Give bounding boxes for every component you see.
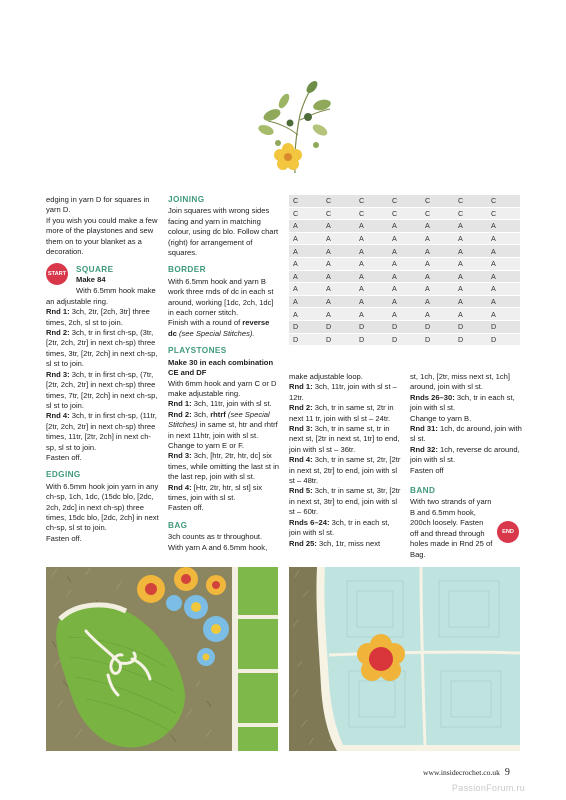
chart-cell: A	[388, 308, 421, 321]
bag-rnd-2: Rnd 2: 3ch, tr in same st, 2tr in next 11 tr, join with sl st – 24tr.	[289, 403, 394, 423]
bag-rnds-26-30: Rnds 26–30: 3ch, tr in each st, join with sl st.	[410, 392, 515, 413]
chart-cell: D	[388, 320, 421, 333]
chart-cell: A	[421, 245, 454, 258]
chart-cell: C	[487, 207, 520, 220]
chart-cell: D	[388, 333, 421, 346]
playstones-text: With 6mm hook and yarn C or D make adjustable ring.	[168, 378, 277, 398]
chart-cell: A	[289, 257, 322, 270]
chart-cell: A	[322, 257, 355, 270]
chart-cell: A	[388, 257, 421, 270]
chart-cell: A	[421, 270, 454, 283]
bag-rnd-31: Rnd 31: 1ch, dc around, join with sl st.	[410, 424, 522, 444]
square-make: Make 84	[76, 275, 106, 285]
border-finish: Finish with a round of reverse dc (see Special Stitches).	[168, 318, 270, 338]
bag-change-yarn: Change to yarn B.	[410, 413, 472, 423]
end-badge: END	[497, 521, 519, 543]
edging-text: With 6.5mm hook join yarn in any ch-sp, 1ch, 1dc, (15dc blo, [2dc, 2ch, 2dc] in next ch-sp) three times, 15dc blo, [2dc, 2ch] in next ch-sp, sl st to join.	[46, 481, 159, 533]
bag-photo	[46, 567, 278, 751]
chart-cell: C	[289, 195, 322, 207]
chart-row	[289, 245, 520, 258]
chart-cell: C	[355, 195, 388, 207]
chart-cell: C	[388, 195, 421, 207]
chart-cell: A	[355, 245, 388, 258]
chart-cell: A	[355, 270, 388, 283]
playstones-heading: PLAYSTONES	[168, 346, 227, 356]
chart-cell: A	[355, 308, 388, 321]
watermark: PassionForum.ru	[452, 783, 526, 793]
playstones-make: Make 30 in each combination CE and DF	[168, 357, 274, 378]
chart-cell: D	[355, 320, 388, 333]
playstones-rnd-1: Rnd 1: 3ch, 11tr, join with sl st.	[168, 399, 272, 409]
chart-cell: A	[322, 245, 355, 258]
band-heading: BAND	[410, 486, 436, 496]
square-make-text: With 6.5mm hook make an adjustable ring.	[46, 286, 156, 306]
chart-cell: A	[322, 232, 355, 245]
chart-cell: C	[487, 195, 520, 207]
chart-cell: A	[421, 220, 454, 233]
chart-cell: A	[487, 245, 520, 258]
flower-illustration	[250, 75, 340, 175]
chart-cell: A	[289, 295, 322, 308]
chart-cell: A	[388, 232, 421, 245]
chart-cell: A	[421, 257, 454, 270]
chart-cell: A	[355, 257, 388, 270]
chart-cell: A	[355, 232, 388, 245]
start-badge: START	[46, 263, 68, 285]
column-2	[168, 195, 280, 553]
bag-rnd-25: Rnd 25: 3ch, 1tr, miss next	[289, 538, 381, 548]
column-1	[46, 195, 159, 544]
chart-cell: D	[289, 320, 322, 333]
bag-text-2: With yarn A and 6.5mm hook,	[168, 542, 268, 552]
chart-cell: D	[454, 333, 487, 346]
band-text: With two strands of yarn B and 6.5mm hook, 200ch loosely. Fasten off and thread through holes made in Rnd 25 of Bag.	[410, 497, 493, 559]
chart-cell: D	[454, 320, 487, 333]
intro-text-2: If you wish you could make a few more of the playstones and sew them on to your blanket as a decoration.	[46, 215, 158, 257]
chart-cell: A	[454, 270, 487, 283]
chart-cell: A	[454, 295, 487, 308]
bag-fasten: Fasten off	[410, 465, 444, 475]
edging-fasten: Fasten off.	[46, 533, 82, 543]
chart-cell: A	[487, 295, 520, 308]
chart-cell: D	[421, 333, 454, 346]
chart-cell: A	[289, 232, 322, 245]
chart-cell: A	[289, 245, 322, 258]
bag-rnd-4: Rnd 4: 3ch, tr in same st, 2tr, [2tr in next st, 2tr] to end, join with sl st – 48tr.	[289, 455, 401, 486]
chart-cell: A	[487, 220, 520, 233]
chart-row	[289, 257, 520, 270]
bag-rnd-1: Rnd 1: 3ch, 11tr, join with sl st – 12tr.	[289, 382, 397, 402]
chart-row	[289, 320, 520, 333]
chart-row	[289, 295, 520, 308]
chart-cell: A	[487, 270, 520, 283]
chart-cell: A	[487, 283, 520, 296]
square-arrangement-chart	[289, 195, 520, 346]
bag-text-1: 3ch counts as tr throughout.	[168, 532, 263, 542]
chart-cell: D	[289, 333, 322, 346]
chart-cell: C	[421, 195, 454, 207]
chart-cell: A	[421, 283, 454, 296]
playstones-rnd-4: Rnd 4: [Htr, 2tr, htr, sl st] six times, join with sl st.	[168, 482, 263, 502]
chart-cell: A	[487, 308, 520, 321]
chart-cell: A	[388, 270, 421, 283]
bag-rnd-3: Rnd 3: 3ch, tr in same st, tr in next st, [2tr in next st, 1tr] to end, join with sl st – 36tr.	[289, 424, 400, 454]
chart-row	[289, 195, 520, 207]
chart-row	[289, 207, 520, 220]
chart-cell: A	[388, 283, 421, 296]
edging-heading: EDGING	[46, 470, 81, 480]
bag-rnd-25-cont: st, 1ch, [2tr, miss next st, 1ch] around, join with sl st.	[410, 372, 511, 392]
chart-cell: A	[487, 257, 520, 270]
chart-row	[289, 283, 520, 296]
chart-cell: A	[322, 283, 355, 296]
bag-rnds-6-24: Rnds 6–24: 3ch, tr in each st, join with sl st.	[289, 517, 390, 538]
chart-cell: A	[454, 245, 487, 258]
square-rnd-3: Rnd 3: 3ch, tr in first ch-sp, (7tr, [2tr, 2ch, 2tr] in next ch-sp) three times, 7tr, [2tr, 2ch] in next ch-sp, sl st to join.	[46, 369, 158, 410]
chart-row	[289, 270, 520, 283]
chart-cell: A	[289, 220, 322, 233]
chart-cell: C	[289, 207, 322, 220]
chart-cell: A	[487, 232, 520, 245]
border-heading: BORDER	[168, 265, 206, 275]
joining-text: Join squares with wrong sides facing and yarn in matching colour, using dc blo. Follow chart (right) for arrangement of squares.	[168, 206, 279, 258]
playstones-rnd-2: Rnd 2: 3ch, rhtrf (see Special Stitches) in same st, htr and rhtrf in next 11htr, join with sl st. Change to yarn E or F.	[168, 409, 278, 450]
page-number: 9	[504, 767, 510, 778]
bag-heading: BAG	[168, 520, 188, 530]
chart-cell: C	[322, 207, 355, 220]
chart-cell: A	[322, 270, 355, 283]
chart-cell: C	[454, 207, 487, 220]
chart-cell: A	[322, 308, 355, 321]
chart-cell: A	[355, 220, 388, 233]
blanket-photo	[289, 567, 520, 751]
chart-cell: A	[421, 308, 454, 321]
square-rnd-2: Rnd 2: 3ch, tr in first ch-sp, (3tr, [2tr, 2ch, 2tr] in next ch-sp) three times, 3tr, [2tr, 2ch] in next ch-sp, sl st to join.	[46, 328, 158, 369]
chart-cell: C	[454, 195, 487, 207]
square-rnd-4: Rnd 4: 3ch, tr in first ch-sp, (11tr, [2tr, 2ch, 2tr] in next ch-sp) three times, 11tr, [2tr, 2ch] in next ch-sp, sl st to join.	[46, 411, 157, 452]
chart-cell: A	[454, 283, 487, 296]
chart-cell: A	[454, 220, 487, 233]
chart-cell: C	[421, 207, 454, 220]
bag-rnd-32: Rnd 32: 1ch, reverse dc around, join with sl st.	[410, 444, 520, 465]
chart-cell: D	[421, 320, 454, 333]
chart-row	[289, 232, 520, 245]
chart-cell: A	[289, 283, 322, 296]
chart-cell: A	[289, 270, 322, 283]
chart-cell: C	[388, 207, 421, 220]
square-heading: SQUARE	[76, 265, 114, 275]
chart-row	[289, 333, 520, 346]
chart-cell: A	[355, 283, 388, 296]
chart-cell: A	[322, 220, 355, 233]
footer	[423, 767, 510, 778]
chart-cell: A	[388, 220, 421, 233]
chart-cell: A	[322, 295, 355, 308]
square-fasten: Fasten off.	[46, 452, 82, 462]
bag-rnd-5: Rnd 5: 3ch, tr in same st, 3tr, [2tr in next st, 3tr] to end, join with sl st – 60tr.	[289, 486, 401, 517]
column-3	[289, 372, 402, 549]
chart-cell: D	[487, 320, 520, 333]
chart-cell: C	[355, 207, 388, 220]
chart-cell: A	[289, 308, 322, 321]
chart-cell: D	[322, 333, 355, 346]
playstones-fasten: Fasten off.	[168, 503, 204, 513]
chart-cell: A	[421, 295, 454, 308]
chart-cell: A	[355, 295, 388, 308]
website-link[interactable]: www.insidecrochet.co.uk	[423, 768, 500, 777]
chart-cell: A	[454, 257, 487, 270]
chart-cell: C	[322, 195, 355, 207]
playstones-rnd-3: Rnd 3: 3ch, [htr, 2tr, htr, dc] six times, while omitting the last st in the last rep, join with sl st.	[168, 451, 279, 482]
chart-cell: D	[322, 320, 355, 333]
chart-cell: D	[355, 333, 388, 346]
intro-text: edging in yarn D for squares in yarn D.	[46, 195, 150, 215]
chart-cell: A	[421, 232, 454, 245]
chart-cell: A	[454, 308, 487, 321]
chart-cell: A	[388, 245, 421, 258]
border-text: With 6.5mm hook and yarn B work three rnds of dc in each st around, working [1dc, 2ch, 1dc] in each corner stitch.	[168, 276, 274, 318]
chart-cell: D	[487, 333, 520, 346]
chart-cell: A	[388, 295, 421, 308]
bag-intro: make adjustable loop.	[289, 372, 363, 381]
chart-row	[289, 308, 520, 321]
chart-row	[289, 220, 520, 233]
square-rnd-1: Rnd 1: 3ch, 2tr, [2ch, 3tr] three times, 2ch, sl st to join.	[46, 307, 150, 327]
chart-cell: A	[454, 232, 487, 245]
joining-heading: JOINING	[168, 195, 205, 204]
